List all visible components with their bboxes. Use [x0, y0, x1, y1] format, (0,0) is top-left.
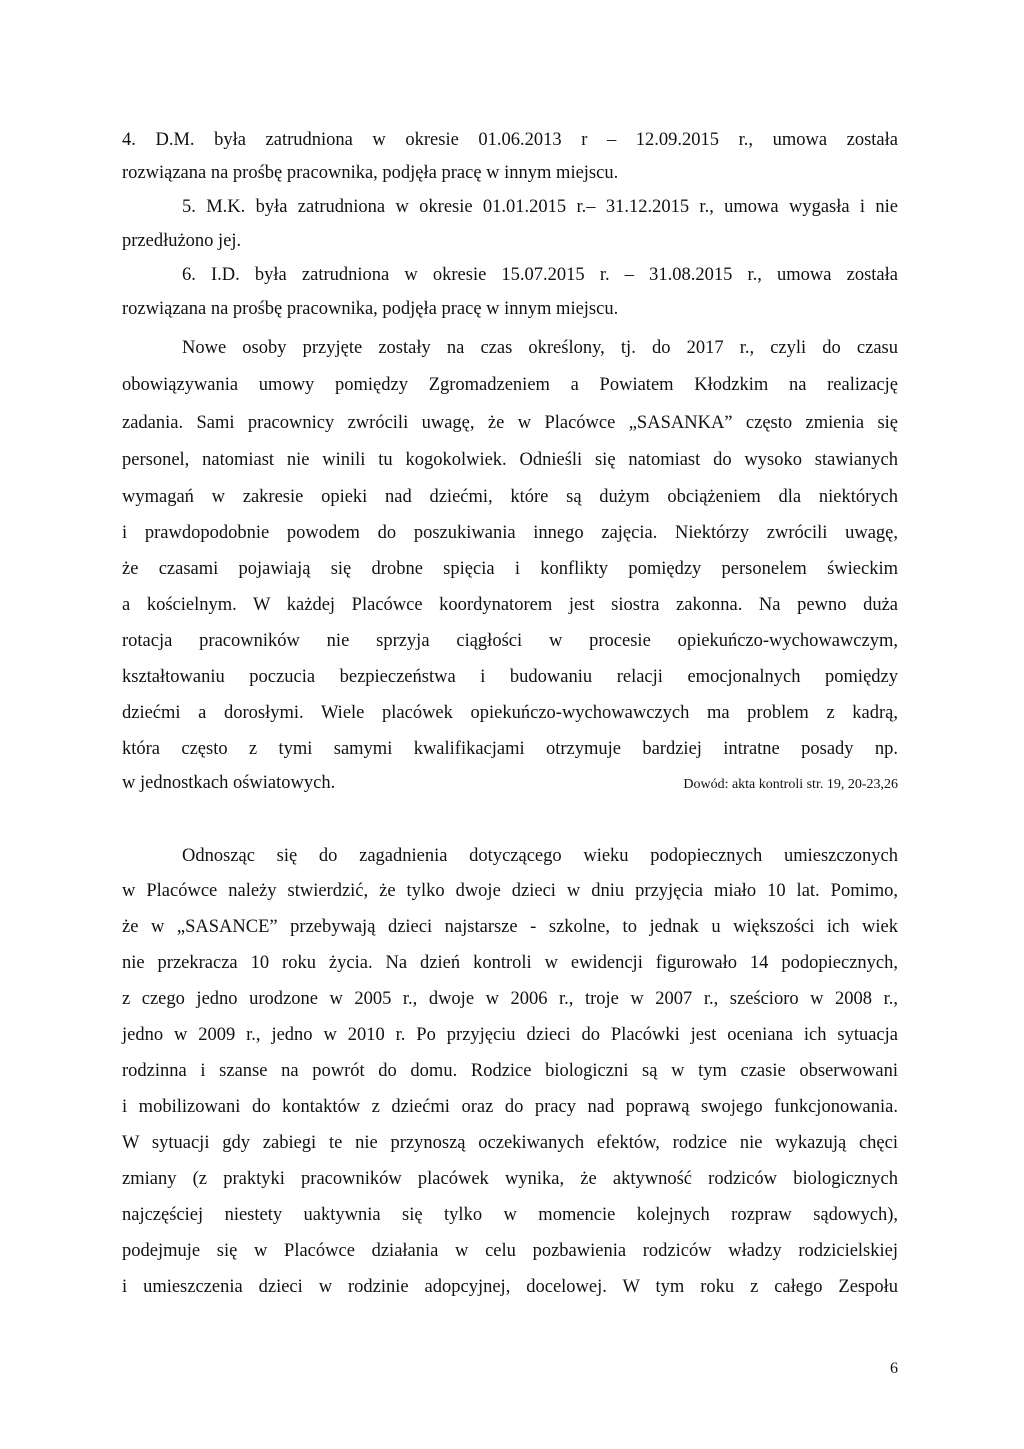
evidence-line [122, 772, 898, 796]
text-line: rotacja pracowników nie sprzyja ciągłości w procesie opiekuńczo-wychowawczym, [122, 631, 898, 651]
text-line: że w „SASANCE” przebywają dzieci najstarsze - szkolne, to jednak u większości ich wiek [122, 917, 898, 937]
text-line: podejmuje się w Placówce działania w celu pozbawienia rodziców władzy rodzicielskiej [122, 1241, 898, 1261]
evidence-reference: Dowód: akta kontroli str. 19, 20-23,26 [683, 777, 898, 792]
text-line: kształtowaniu poczucia bezpieczeństwa i budowaniu relacji emocjonalnych pomiędzy [122, 667, 898, 687]
text-line: Nowe osoby przyjęte zostały na czas określony, tj. do 2017 r., czyli do czasu [182, 338, 898, 358]
text-line: rozwiązana na prośbę pracownika, podjęła pracę w innym miejscu. [122, 299, 619, 319]
text-line: jedno w 2009 r., jedno w 2010 r. Po przyjęciu dzieci do Placówki jest oceniana ich sytuacja [122, 1025, 898, 1045]
text-line: personel, natomiast nie winili tu kogokolwiek. Odnieśli się natomiast do wysoko stawianych [122, 450, 898, 470]
text-line: i mobilizowani do kontaktów z dziećmi oraz do pracy nad poprawą swojego funkcjonowania. [122, 1097, 898, 1117]
text-line: przedłużono jej. [122, 231, 242, 251]
text-line: 4. D.M. była zatrudniona w okresie 01.06.2013 r – 12.09.2015 r., umowa została [122, 130, 898, 150]
text-line: Odnosząc się do zagadnienia dotyczącego wieku podopiecznych umieszczonych [182, 846, 898, 866]
text-line: W sytuacji gdy zabiegi te nie przynoszą oczekiwanych efektów, rodzice nie wykazują chęci [122, 1133, 898, 1153]
text-line: i umieszczenia dzieci w rodzinie adopcyjnej, docelowej. W tym roku z całego Zespołu [122, 1277, 898, 1297]
text-line: która często z tymi samymi kwalifikacjami otrzymuje bardziej intratne posady np. [122, 739, 898, 759]
text-line: 5. M.K. była zatrudniona w okresie 01.01.2015 r.– 31.12.2015 r., umowa wygasła i nie [182, 197, 898, 217]
text-line: z czego jedno urodzone w 2005 r., dwoje w 2006 r., troje w 2007 r., sześcioro w 2008 r., [122, 989, 898, 1009]
text-line: dziećmi a dorosłymi. Wiele placówek opiekuńczo-wychowawczych ma problem z kadrą, [122, 703, 898, 723]
text-line: że czasami pojawiają się drobne spięcia i konflikty pomiędzy personelem świeckim [122, 559, 898, 579]
text-line: rozwiązana na prośbę pracownika, podjęła pracę w innym miejscu. [122, 163, 619, 183]
text-line: i prawdopodobnie powodem do poszukiwania innego zajęcia. Niektórzy zwrócili uwagę, [122, 523, 898, 543]
text-line: nie przekracza 10 roku życia. Na dzień kontroli w ewidencji figurowało 14 podopiecznych, [122, 953, 898, 973]
text-line: a kościelnym. W każdej Placówce koordynatorem jest siostra zakonna. Na pewno duża [122, 595, 898, 615]
evidence-text: w jednostkach oświatowych. [122, 773, 336, 793]
text-line: rodzinna i szanse na powrót do domu. Rodzice biologiczni są w tym czasie obserwowani [122, 1061, 898, 1081]
text-line: zmiany (z praktyki pracowników placówek wynika, że aktywność rodziców biologicznych [122, 1169, 898, 1189]
text-line: obowiązywania umowy pomiędzy Zgromadzeniem a Powiatem Kłodzkim na realizację [122, 375, 898, 395]
text-line: najczęściej niestety uaktywnia się tylko w momencie kolejnych rozpraw sądowych), [122, 1205, 898, 1225]
text-line: wymagań w zakresie opieki nad dziećmi, które są dużym obciążeniem dla niektórych [122, 487, 898, 507]
text-line: w Placówce należy stwierdzić, że tylko dwoje dzieci w dniu przyjęcia miało 10 lat. Pomimo, [122, 881, 898, 901]
text-line: zadania. Sami pracownicy zwrócili uwagę, że w Placówce „SASANKA” często zmienia się [122, 413, 898, 433]
text-line: 6. I.D. była zatrudniona w okresie 15.07.2015 r. – 31.08.2015 r., umowa została [182, 265, 898, 285]
page-number: 6 [890, 1360, 898, 1377]
